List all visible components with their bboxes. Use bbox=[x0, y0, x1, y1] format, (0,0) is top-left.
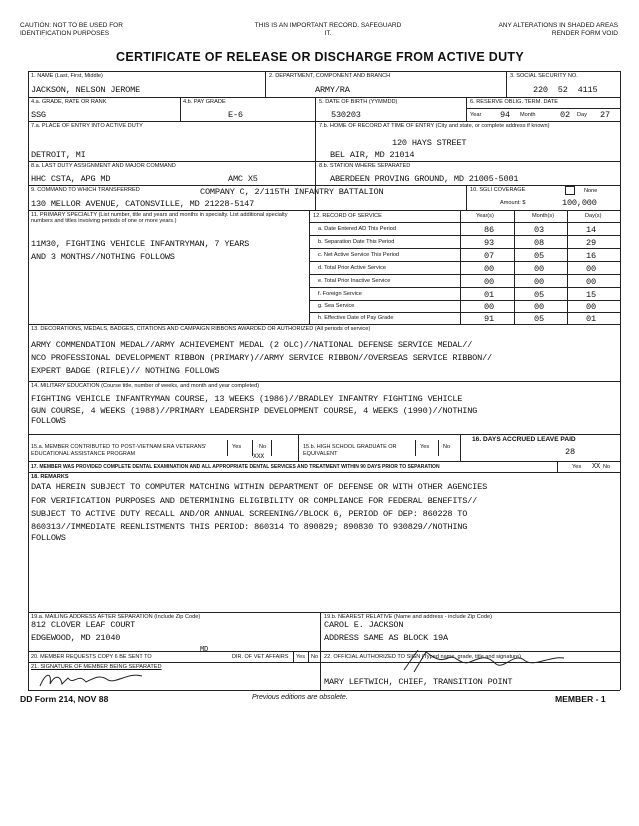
reserve-month-label: Month bbox=[520, 112, 536, 118]
record-of-service-label: 12. RECORD OF SERVICE bbox=[313, 213, 382, 219]
reserve-day-label: Day bbox=[577, 112, 587, 118]
place-of-entry-label: 7.a. PLACE OF ENTRY INTO ACTIVE DUTY bbox=[31, 123, 143, 129]
reserve-day: 27 bbox=[600, 110, 610, 120]
home-address-line2: BEL AIR, MD 21014 bbox=[330, 150, 415, 160]
name-value: JACKSON, NELSON JEROME bbox=[31, 85, 141, 95]
veap-yes-label: Yes bbox=[232, 444, 242, 450]
service-row-years: 00 bbox=[484, 302, 494, 312]
obsolete-note: Previous editions are obsolete. bbox=[252, 694, 348, 701]
service-row-label: a. Date Entered AD This Period bbox=[318, 226, 396, 232]
service-row-label: c. Net Active Service This Period bbox=[318, 252, 400, 258]
transfer-command-line1: COMPANY C, 2/115TH INFANTRY BATTALION bbox=[200, 187, 384, 197]
transfer-command-label: 9. COMMAND TO WHICH TRANSFERRED bbox=[31, 187, 140, 193]
nearest-relative-label: 19.b. NEAREST RELATIVE (Name and address - include Zip Code) bbox=[324, 614, 492, 620]
reserve-year-label: Year bbox=[470, 112, 482, 118]
decorations-line3: EXPERT BADGE (RIFLE)// NOTHING FOLLOWS bbox=[31, 366, 220, 376]
service-row-label: g. Sea Service bbox=[318, 303, 355, 309]
ssn-label: 3. SOCIAL SECURITY NO. bbox=[510, 73, 578, 79]
form-title: CERTIFICATE OF RELEASE OR DISCHARGE FROM ACTIVE DUTY bbox=[116, 50, 524, 64]
service-row-days: 00 bbox=[586, 302, 596, 312]
official-name: MARY LEFTWICH, CHIEF, TRANSITION POINT bbox=[324, 677, 513, 687]
pay-grade-label: 4.b. PAY GRADE bbox=[183, 99, 226, 105]
member-signature bbox=[38, 668, 148, 690]
copy6-yes-label: Yes bbox=[296, 654, 305, 660]
remarks-line5: FOLLOWS bbox=[31, 533, 66, 543]
service-row-years: 00 bbox=[484, 277, 494, 287]
service-row-months: 05 bbox=[534, 314, 544, 324]
service-row-days: 15 bbox=[586, 290, 596, 300]
service-row-months: 00 bbox=[534, 302, 544, 312]
military-education-label: 14. MILITARY EDUCATION (Course title, number of weeks, and month and year completed) bbox=[31, 383, 260, 389]
high-school-yes-label: Yes bbox=[420, 444, 430, 450]
name-label: 1. NAME (Last, First, Middle) bbox=[31, 73, 103, 79]
remarks-line3: SUBJECT TO ACTIVE DUTY RECALL AND/OR ANNUAL SCREENING//BLOCK 6, PERIOD OF DEP: 860228 TO bbox=[31, 509, 468, 519]
dob-label: 5. DATE OF BIRTH (YYMMDD) bbox=[319, 99, 398, 105]
remarks-line4: 860313//IMMEDIATE REENLISTMENTS THIS PERIOD: 860314 TO 890829; 890830 TO 930829//NOTHING bbox=[31, 522, 468, 532]
home-address-line1: 120 HAYS STREET bbox=[392, 138, 467, 148]
sgli-amount-label: Amount: $ bbox=[500, 200, 526, 206]
department-value: ARMY/RA bbox=[315, 85, 350, 95]
sgli-label: 10. SGLI COVERAGE bbox=[470, 187, 526, 193]
copy6-no-label: No bbox=[311, 654, 319, 660]
sgli-none-label: None bbox=[584, 188, 598, 194]
service-row-months: 03 bbox=[534, 225, 544, 235]
service-row-years: 86 bbox=[484, 225, 494, 235]
dental-no-label: No bbox=[603, 464, 611, 470]
leave-paid-label: 16. DAYS ACCRUED LEAVE PAID bbox=[472, 436, 576, 443]
service-row-label: f. Foreign Service bbox=[318, 291, 362, 297]
service-row-years: 00 bbox=[484, 264, 494, 274]
service-row-months: 05 bbox=[534, 290, 544, 300]
service-row-months: 08 bbox=[534, 238, 544, 248]
service-row-days: 00 bbox=[586, 264, 596, 274]
remarks-line1: DATA HEREIN SUBJECT TO COMPUTER MATCHING WITHIN DEPARTMENT OF DEFENSE OR WITH OTHER AGENCIES bbox=[31, 482, 488, 492]
official-label: 22. OFFICIAL AUTHORIZED TO SIGN (Typed name, grade, title and signature) bbox=[324, 654, 521, 660]
ssn-value: 220 52 4115 bbox=[533, 85, 598, 95]
form-number: DD Form 214, NOV 88 bbox=[20, 694, 109, 704]
education-line2: GUN COURSE, 4 WEEKS (1988)//PRIMARY LEADERSHIP DEVELOPMENT COURSE, 4 WEEKS (1990)//NOTHING bbox=[31, 406, 478, 416]
place-of-entry-value: DETROIT, MI bbox=[31, 150, 86, 160]
primary-specialty-line1: 11M30, FIGHTING VEHICLE INFANTRYMAN, 7 YEARS bbox=[31, 239, 250, 249]
mailing-address-label: 19.a. MAILING ADDRESS AFTER SEPARATION (Include Zip Code) bbox=[31, 614, 201, 620]
transfer-command-line2: 130 MELLOR AVENUE, CATONSVILLE, MD 21228-5147 bbox=[31, 199, 255, 209]
decorations-label: 13. DECORATIONS, MEDALS, BADGES, CITATIONS AND CAMPAIGN RIBBONS AWARDED OR AUTHORIZED (All periods of service) bbox=[31, 326, 371, 332]
mailing-address-line2: EDGEWOOD, MD 21040 bbox=[31, 633, 121, 643]
service-row-days: 00 bbox=[586, 277, 596, 287]
service-row-years: 07 bbox=[484, 251, 494, 261]
reserve-month: 02 bbox=[560, 110, 570, 120]
col-days: Day(s) bbox=[585, 213, 602, 219]
service-row-years: 91 bbox=[484, 314, 494, 324]
home-of-record-label: 7.b. HOME OF RECORD AT TIME OF ENTRY (City and state, or complete address if known) bbox=[319, 123, 550, 129]
station-separated-value: ABERDEEN PROVING GROUND, MD 21005-5001 bbox=[330, 174, 519, 184]
copy-designation: MEMBER - 1 bbox=[555, 694, 606, 704]
reserve-year: 94 bbox=[500, 110, 510, 120]
service-row-label: e. Total Prior Inactive Service bbox=[318, 278, 391, 284]
decorations-line2: NCO PROFESSIONAL DEVELOPMENT RIBBON (PRIMARY)//ARMY SERVICE RIBBON//OVERSEAS SERVICE RIBBON// bbox=[31, 353, 493, 363]
primary-specialty-line2: AND 3 MONTHS//NOTHING FOLLOWS bbox=[31, 252, 175, 262]
col-years: Year(s) bbox=[476, 213, 494, 219]
alteration-warning: ANY ALTERATIONS IN SHADED AREAS RENDER FORM VOID bbox=[498, 22, 618, 37]
important-record-note: THIS IS AN IMPORTANT RECORD. SAFEGUARD IT. bbox=[254, 22, 402, 37]
last-duty-value: HHC CSTA, APG MD bbox=[31, 174, 111, 184]
grade-value: SSG bbox=[31, 110, 46, 120]
high-school-no-label: No bbox=[443, 444, 451, 450]
service-row-years: 93 bbox=[484, 238, 494, 248]
dir-vet-affairs-label: DIR. OF VET AFFAIRS bbox=[232, 654, 289, 660]
remarks-label: 18. REMARKS bbox=[31, 474, 69, 480]
grade-label: 4.a. GRADE, RATE OR RANK bbox=[31, 99, 107, 105]
nearest-relative-line1: CAROL E. JACKSON bbox=[324, 620, 404, 630]
department-label: 2. DEPARTMENT, COMPONENT AND BRANCH bbox=[269, 73, 391, 79]
dental-yes-label: Yes bbox=[572, 464, 582, 470]
education-line3: FOLLOWS bbox=[31, 416, 66, 426]
mailing-address-line1: 812 CLOVER LEAF COURT bbox=[31, 620, 136, 630]
veap-no-label: No bbox=[259, 444, 267, 450]
copy6-state: MD bbox=[200, 646, 209, 654]
high-school-mark: XXX bbox=[253, 453, 265, 460]
service-row-days: 01 bbox=[586, 314, 596, 324]
service-row-months: 00 bbox=[534, 264, 544, 274]
service-row-label: b. Separation Date This Period bbox=[318, 239, 395, 245]
dental-mark: XX bbox=[592, 463, 601, 471]
service-row-days: 29 bbox=[586, 238, 596, 248]
service-row-months: 05 bbox=[534, 251, 544, 261]
reserve-term-label: 6. RESERVE OBLIG. TERM. DATE bbox=[470, 99, 558, 105]
dental-label: 17. MEMBER WAS PROVIDED COMPLETE DENTAL EXAMINATION AND ALL APPROPRIATE DENTAL SERVICES AND TREATMENT WITHIN 90 DAYS PRIOR TO SEPARATION bbox=[31, 464, 440, 470]
decorations-line1: ARMY COMMENDATION MEDAL//ARMY ACHIEVEMENT MEDAL (2 OLC)//NATIONAL DEFENSE SERVICE MEDAL// bbox=[31, 340, 473, 350]
veap-label: 15.a. MEMBER CONTRIBUTED TO POST-VIETNAM ERA VETERANS' EDUCATIONAL ASSISTANCE PROGRAM bbox=[31, 444, 207, 457]
official-signature bbox=[400, 648, 570, 676]
education-line1: FIGHTING VEHICLE INFANTRYMAN COURSE, 13 WEEKS (1986)//BRADLEY INFANTRY FIGHTING VEHICLE bbox=[31, 394, 463, 404]
col-months: Month(s) bbox=[532, 213, 555, 219]
caution-note: CAUTION: NOT TO BE USED FOR IDENTIFICATION PURPOSES bbox=[20, 22, 123, 37]
service-row-years: 01 bbox=[484, 290, 494, 300]
high-school-label: 15.b. HIGH SCHOOL GRADUATE OR EQUIVALENT bbox=[303, 444, 397, 457]
sgli-amount: 100,000 bbox=[562, 198, 597, 208]
service-row-label: h. Effective Date of Pay Grade bbox=[318, 315, 394, 321]
dob-value: 530203 bbox=[331, 110, 361, 120]
last-duty-label: 8.a. LAST DUTY ASSIGNMENT AND MAJOR COMMAND bbox=[31, 163, 176, 169]
leave-paid-value: 28 bbox=[565, 447, 575, 457]
primary-specialty-label: 11. PRIMARY SPECIALTY (List number, title and years and months in specialty. List additional specialty numbers and titles involving periods of one or more years.) bbox=[31, 212, 288, 225]
pay-grade-value: E-6 bbox=[228, 110, 243, 120]
member-signature-label: 21. SIGNATURE OF MEMBER BEING SEPARATED bbox=[31, 664, 162, 670]
copy6-label: 20. MEMBER REQUESTS COPY 6 BE SENT TO bbox=[31, 654, 152, 660]
service-row-months: 00 bbox=[534, 277, 544, 287]
service-row-days: 14 bbox=[586, 225, 596, 235]
remarks-line2: FOR VERIFICATION PURPOSES AND DETERMINING ELIGIBILITY OR COMPLIANCE FOR FEDERAL BENEFITS// bbox=[31, 496, 478, 506]
nearest-relative-line2: ADDRESS SAME AS BLOCK 19A bbox=[324, 633, 448, 643]
station-separated-label: 8.b. STATION WHERE SEPARATED bbox=[319, 163, 411, 169]
service-row-days: 16 bbox=[586, 251, 596, 261]
sgli-none-checkbox bbox=[565, 186, 575, 195]
service-row-label: d. Total Prior Active Service bbox=[318, 265, 386, 271]
major-command-value: AMC X5 bbox=[228, 174, 258, 184]
